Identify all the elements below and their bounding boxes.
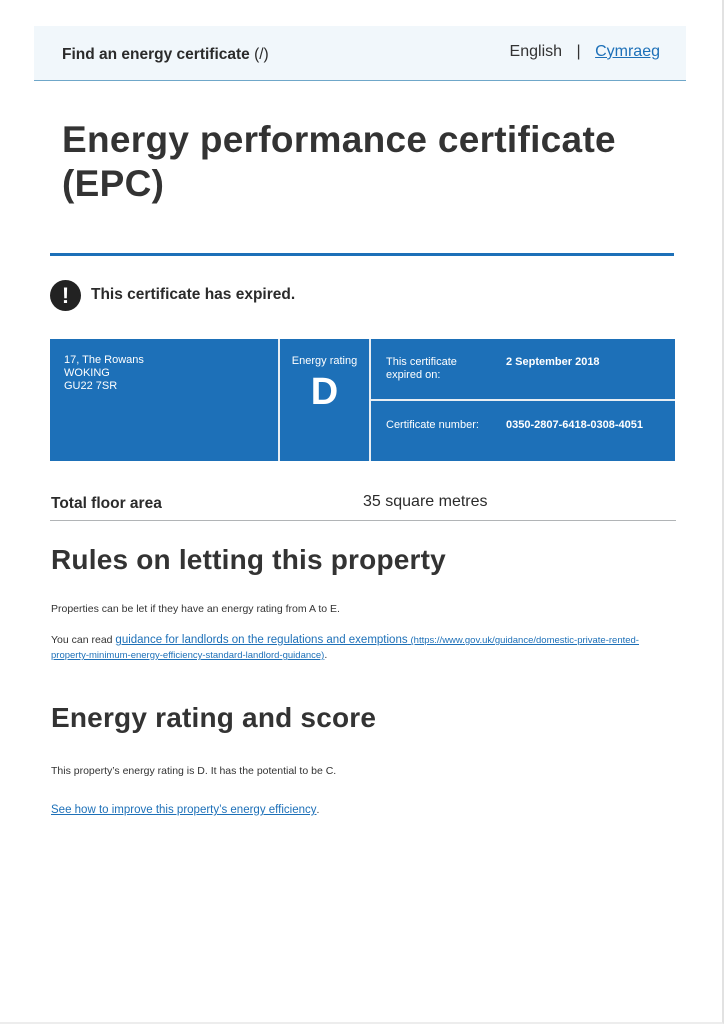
service-name-text: Find an energy certificate: [62, 46, 250, 63]
improve-suffix: .: [316, 804, 320, 816]
expiry-date: 2 September 2018: [506, 356, 600, 368]
floor-area-value: 35 square metres: [363, 493, 488, 510]
letting-rules-text: Properties can be let if they have an energy rating from A to E.: [51, 603, 340, 615]
warning-text: This certificate has expired.: [91, 286, 296, 303]
address-line-3: GU22 7SR: [64, 380, 118, 392]
warning-icon: !: [50, 280, 81, 311]
language-switcher: [510, 43, 660, 61]
floor-area-row: [50, 490, 676, 521]
improve-efficiency-link[interactable]: See how to improve this property’s energy efficiency: [51, 804, 317, 816]
energy-rating-heading: Energy rating and score: [51, 702, 377, 733]
guidance-prefix: You can read: [51, 634, 116, 646]
page-title: [62, 118, 662, 206]
address-line-2: WOKING: [64, 367, 110, 379]
certificate-summary: [50, 339, 675, 461]
certificate-number-value: 0350-2807-6418-0308-4051: [506, 419, 644, 431]
guidance-link-text: guidance for landlords on the regulations and exemptions: [115, 634, 408, 646]
lang-separator: |: [576, 43, 581, 60]
service-name-link[interactable]: [62, 46, 269, 64]
energy-rating-box: [280, 339, 369, 461]
site-header: [34, 26, 686, 81]
address-line-1: 17, The Rowans: [64, 354, 144, 366]
certificate-number-label: Certificate number:: [386, 419, 479, 431]
guidance-suffix: .: [324, 649, 328, 661]
energy-rating-text: This property’s energy rating is D. It has the potential to be C.: [51, 765, 337, 777]
improve-efficiency-paragraph: [51, 803, 671, 817]
landlord-guidance-link[interactable]: [51, 634, 639, 661]
energy-rating-label: Energy rating: [291, 355, 358, 367]
lang-english: English: [509, 43, 563, 60]
certificate-expiry: [371, 339, 675, 399]
energy-rating-letter: D: [310, 371, 339, 413]
letting-rules-heading: Rules on letting this property: [51, 544, 446, 575]
title-divider: [50, 253, 674, 256]
certificate-number: [371, 401, 675, 461]
page-title-line-1: Energy performance certificate: [62, 119, 616, 160]
service-home-path: (/): [254, 46, 269, 63]
guidance-link-url: (https://www.gov.uk/guidance/domestic-private-rented-property-minimum-energy-efficiency-standard-landlord-guidance): [51, 635, 639, 661]
lang-cymraeg-link[interactable]: Cymraeg: [595, 43, 660, 60]
floor-area-label: Total floor area: [51, 495, 162, 512]
property-address: [50, 339, 278, 461]
expiry-label: This certificate expired on:: [386, 356, 457, 381]
page-title-line-2: (EPC): [62, 163, 165, 204]
landlord-guidance-paragraph: [51, 633, 671, 663]
